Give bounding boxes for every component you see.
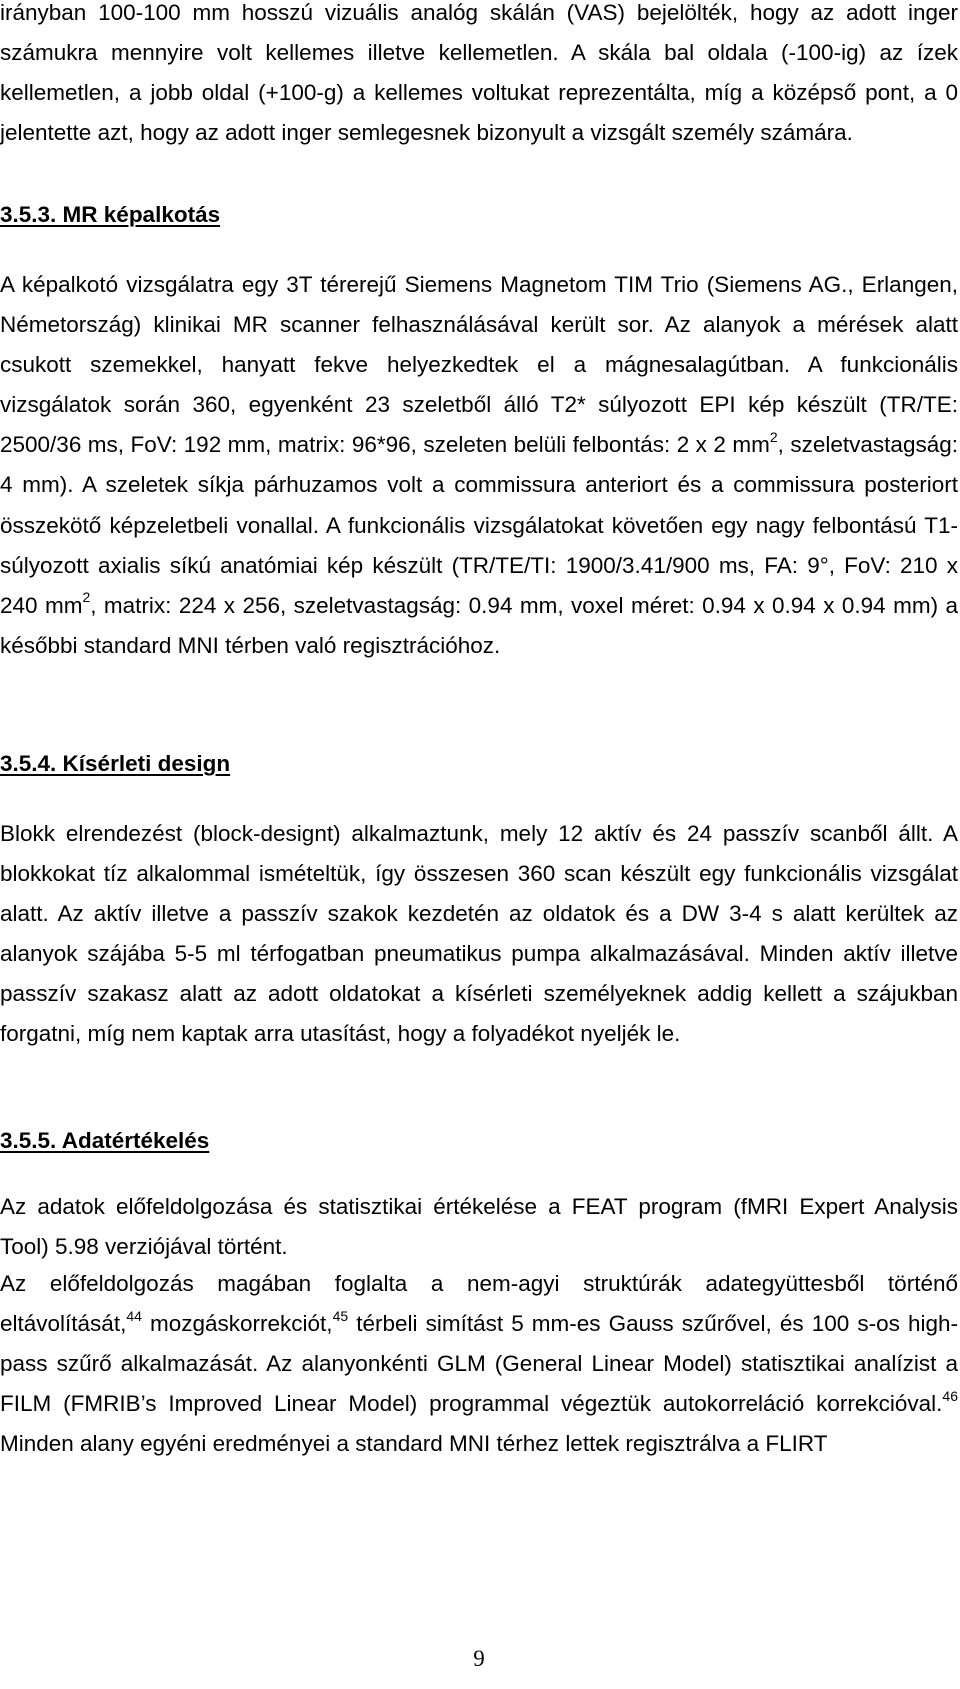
section-heading: 3.5.3. MR képalkotás (0, 202, 221, 227)
section-heading-mr (0, 195, 958, 235)
body-paragraph: Blokk elrendezést (block-designt) alkalmaztunk, mely 12 aktív és 24 passzív scanből állt. A blokkokat tíz alkalommal ismételtük, így összesen 360 scan készült egy funkcionális vizsgálat alatt. Az aktív illetve a passzív szakok kezdetén az oldatok és a DW 3-4 s alatt kerültek az alanyok szájába 5-5 ml térfogatban pneumatikus pumpa alkalmazásával. Minden aktív illetve passzív szakasz alatt az adott oldatokat a kísérleti személyeknek addig kellett a szájukban forgatni, míg nem kaptak arra utasítást, hogy a folyadékot nyeljék le. (0, 821, 958, 1047)
text-run: térbeli simítást 5 mm-es Gauss szűrővel, és 100 s-os high-pass szűrő alkalmazását. Az alanyonkénti GLM (General Linear Model) statisztikai analízist a FILM (FMRIB’s Improved Linear Model) programmal végeztük autokorreláció korrekcióval. (0, 1311, 958, 1417)
body-paragraph (0, 265, 958, 666)
body-paragraph (0, 1264, 958, 1464)
mr-paragraph (0, 265, 958, 666)
page-number: 9 (473, 1646, 485, 1671)
text-run: , matrix: 224 x 256, szeletvastagság: 0.94 mm, voxel méret: 0.94 x 0.94 x 0.94 mm) a későbbi standard MNI térben való regisztrációhoz. (0, 592, 959, 658)
body-paragraph: Az adatok előfeldolgozása és statisztikai értékelése a FEAT program (fMRI Expert Analysis Tool) 5.98 verziójával történt. (0, 1194, 958, 1260)
reference-number: 46 (942, 1387, 958, 1404)
eval-paragraph-1 (0, 1187, 958, 1267)
reference-number: 45 (332, 1307, 349, 1324)
text-run: Minden alany egyéni eredményei a standard MNI térhez lettek regisztrálva a FLIRT (0, 1431, 828, 1457)
text-run: mozgáskorrekciót, (141, 1311, 333, 1337)
section-heading-design (0, 744, 958, 784)
section-heading: 3.5.5. Adatértékelés (0, 1128, 210, 1153)
design-paragraph (0, 814, 958, 1055)
section-heading: 3.5.4. Kísérleti design (0, 751, 231, 776)
text-run: A képalkotó vizsgálatra egy 3T térerejű Siemens Magnetom TIM Trio (Siemens AG., Erlangen, Németország) klinikai MR scanner felhasználásával került sor. Az alanyok a mérések alatt csukott szemekkel, hanyatt fekve helyezkedtek el a mágnesalagútban. A funkcionális vizsgálatok során 360, egyenként 23 szeletből álló T2* súlyozott EPI kép készült (TR/TE: 2500/36 ms, FoV: 192 mm, matrix: 96*96, szeleten belüli felbontás: 2 x 2 mm (0, 272, 958, 458)
section-heading-eval (0, 1121, 958, 1161)
eval-paragraph-2 (0, 1264, 958, 1464)
superscript: 2 (82, 589, 91, 606)
reference-number: 44 (126, 1307, 142, 1324)
superscript: 2 (769, 428, 778, 445)
text-run: , szeletvastagság: 4 mm). A szeletek síkja párhuzamos volt a commissura anteriort és a commissura posteriort összekötő képzeletbeli vonallal. A funkcionális vizsgálatokat követően egy nagy felbontású T1-súlyozott axialis síkú anatómiai kép készült (TR/TE/TI: 1900/3.41/900 ms, FA: 9°, FoV: 210 x 240 mm (0, 432, 958, 618)
text-run: Az előfeldolgozás magában foglalta a nem-agyi struktúrák adategyüttesből történő eltávolítását, (0, 1271, 958, 1337)
body-paragraph: irányban 100-100 mm hosszú vizuális analóg skálán (VAS) bejelölték, hogy az adott inger számukra mennyire volt kellemes illetve kellemetlen. A skála bal oldala (-100-ig) az ízek kellemetlen, a jobb oldal (+100-g) a kellemes voltukat reprezentálta, míg a középső pont, a 0 jelentette azt, hogy az adott inger semlegesnek bizonyult a vizsgált személy számára. (0, 0, 958, 146)
vas-paragraph (0, 0, 958, 153)
